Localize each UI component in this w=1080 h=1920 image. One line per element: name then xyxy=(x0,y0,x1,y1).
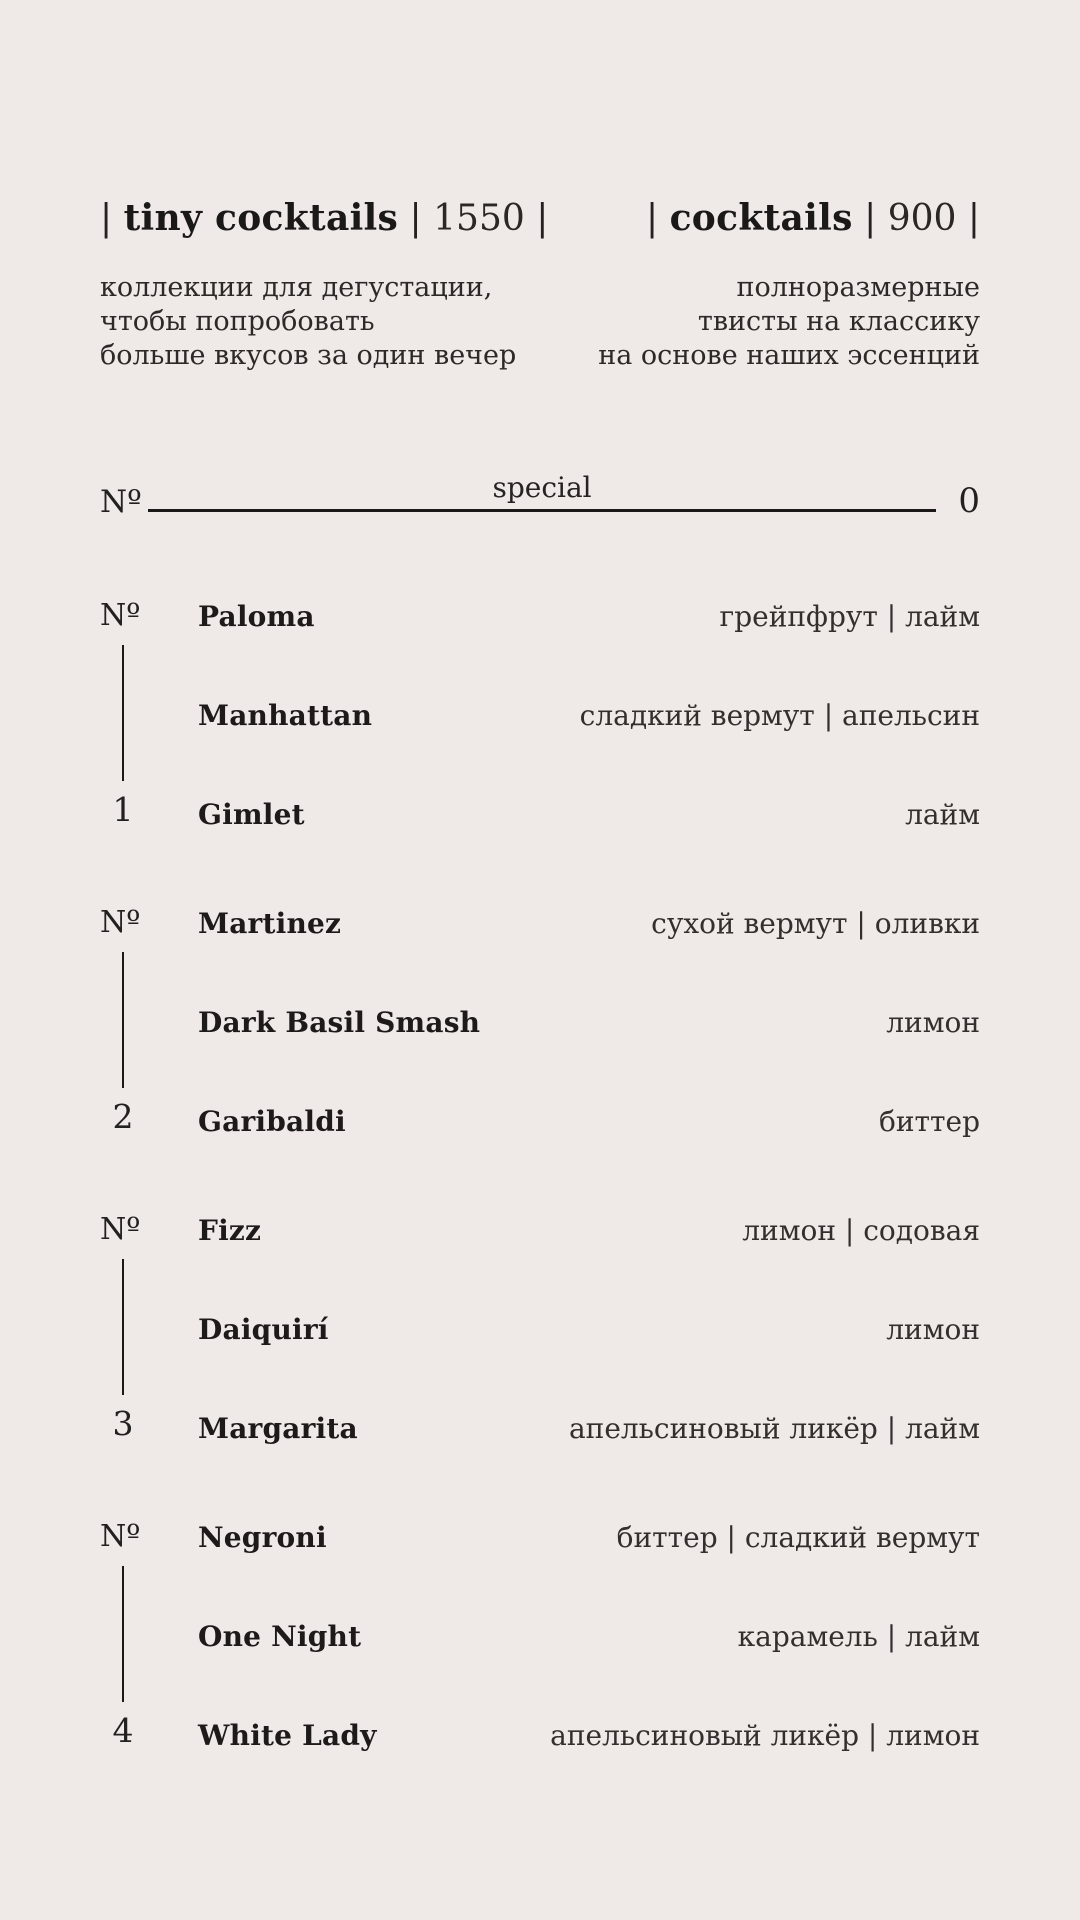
cocktails-description xyxy=(598,271,980,373)
tiny-cocktails-section-header xyxy=(100,196,548,373)
cocktail-ingredients: апельсиновый ликёр | лимон xyxy=(550,1719,980,1752)
cocktail-ingredients: апельсиновый ликёр | лайм xyxy=(568,1412,980,1445)
cocktail-ingredients: биттер xyxy=(879,1105,980,1138)
cocktail-ingredients: лимон xyxy=(886,1313,980,1346)
menu-item xyxy=(198,1005,980,1104)
tiny-cocktails-title xyxy=(100,196,548,241)
group-vertical-line xyxy=(122,1259,124,1395)
cocktail-name: Manhattan xyxy=(198,699,373,732)
cocktail-ingredients: биттер | сладкий вермут xyxy=(616,1521,980,1554)
section-name: tiny cocktails xyxy=(123,197,399,239)
group-vertical-line xyxy=(122,952,124,1088)
menu-item xyxy=(198,599,980,698)
group-rail xyxy=(100,599,146,829)
cocktail-group-4 xyxy=(100,1520,980,1754)
group-vertical-line xyxy=(122,1566,124,1702)
special-header-row xyxy=(100,471,980,521)
cocktail-group-1 xyxy=(100,599,980,833)
group-vertical-line xyxy=(122,645,124,781)
menu-item xyxy=(198,1312,980,1411)
group-number: 3 xyxy=(112,1404,134,1443)
cocktail-name: Daiquirí xyxy=(198,1313,329,1346)
description-line: больше вкусов за один вечер xyxy=(100,340,517,371)
cocktail-ingredients: лайм xyxy=(905,798,980,831)
numero-sign: Nº xyxy=(100,1519,141,1554)
separator-bar: | xyxy=(100,198,113,239)
cocktail-ingredients: лимон xyxy=(886,1006,980,1039)
group-number: 2 xyxy=(112,1097,134,1136)
cocktail-name: Gimlet xyxy=(198,798,305,831)
cocktails-title xyxy=(646,196,980,241)
separator-bar: | xyxy=(409,198,422,239)
cocktail-name: Garibaldi xyxy=(198,1105,346,1138)
section-price: 1550 xyxy=(433,198,525,239)
cocktail-ingredients: лимон | содовая xyxy=(742,1214,980,1247)
cocktail-ingredients: грейпфрут | лайм xyxy=(719,600,980,633)
description-line: на основе наших эссенций xyxy=(598,340,980,371)
special-label: special xyxy=(492,471,592,504)
cocktail-name: Paloma xyxy=(198,600,315,633)
cocktail-name: Dark Basil Smash xyxy=(198,1006,481,1039)
numero-sign: Nº xyxy=(100,598,141,633)
separator-bar: | xyxy=(967,198,980,239)
numero-sign: Nº xyxy=(100,1212,141,1247)
numero-sign: Nº xyxy=(100,484,142,520)
cocktail-name: Martinez xyxy=(198,907,342,940)
description-line: коллекции для дегустации, xyxy=(100,272,493,303)
menu-item xyxy=(198,906,980,1005)
menu-item xyxy=(198,797,980,833)
group-number: 1 xyxy=(112,790,134,829)
group-rail xyxy=(100,1520,146,1750)
description-line: чтобы попробовать xyxy=(100,306,375,337)
cocktail-group-3 xyxy=(100,1213,980,1447)
cocktail-name: Negroni xyxy=(198,1521,327,1554)
separator-bar: | xyxy=(645,198,659,239)
cocktail-name: Margarita xyxy=(198,1412,358,1445)
menu-header xyxy=(100,0,980,373)
group-number: 4 xyxy=(112,1711,134,1750)
cocktail-group-2 xyxy=(100,906,980,1140)
menu-item xyxy=(198,1619,980,1718)
cocktail-groups xyxy=(100,599,980,1754)
cocktail-ingredients: карамель | лайм xyxy=(737,1620,980,1653)
group-rail xyxy=(100,1213,146,1443)
special-rule-line xyxy=(148,471,937,512)
menu-item xyxy=(198,1718,980,1754)
menu-item xyxy=(198,1411,980,1447)
cocktail-name: Fizz xyxy=(198,1214,262,1247)
menu-item xyxy=(198,1213,980,1312)
description-line: полноразмерные xyxy=(736,272,980,303)
group-rail xyxy=(100,906,146,1136)
special-count: 0 xyxy=(958,481,980,521)
section-price: 900 xyxy=(887,198,957,239)
cocktails-section-header xyxy=(598,196,980,373)
cocktail-name: One Night xyxy=(198,1620,362,1653)
cocktail-ingredients: сладкий вермут | апельсин xyxy=(579,699,980,732)
section-name: cocktails xyxy=(669,197,853,239)
cocktail-name: White Lady xyxy=(198,1719,377,1752)
menu-item xyxy=(198,698,980,797)
tiny-cocktails-description xyxy=(100,271,548,373)
menu-item xyxy=(198,1104,980,1140)
separator-bar: | xyxy=(864,198,877,239)
cocktail-ingredients: сухой вермут | оливки xyxy=(651,907,980,940)
numero-sign: Nº xyxy=(100,905,141,940)
separator-bar: | xyxy=(536,198,549,239)
menu-item xyxy=(198,1520,980,1619)
description-line: твисты на классику xyxy=(697,306,980,337)
